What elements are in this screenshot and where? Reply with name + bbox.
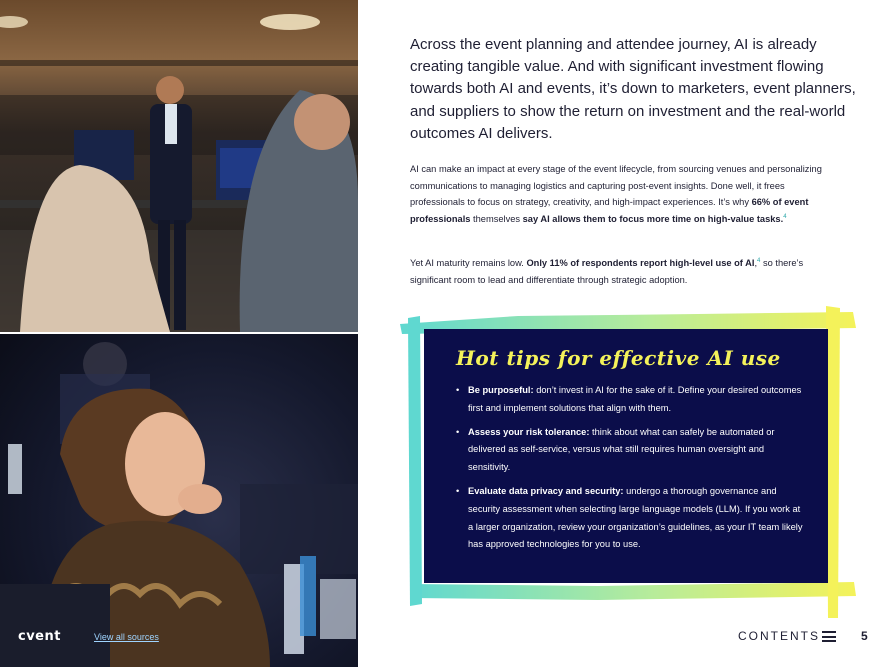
maturity-text-1: Yet AI maturity remains low. <box>410 258 527 268</box>
tip-item <box>456 382 808 418</box>
maturity-text-2: , <box>754 258 758 268</box>
page-number: 5 <box>861 629 868 643</box>
lead-paragraph: Across the event planning and attendee journey, AI is already creating tangible value. And with significant investment flowing towards both AI and events, it’s down to marketers, event planners, and suppliers to show the return on investment and the real-world outcomes AI delivers. <box>410 36 856 142</box>
tips-list <box>456 382 808 560</box>
tips-title: Hot tips for effective AI use <box>456 346 781 370</box>
tip-item <box>456 424 808 477</box>
maturity-bold-1: Only 11% of respondents report high-level use of AI <box>526 258 755 268</box>
tip-item <box>456 483 808 554</box>
maturity-text-3: so there’s significant room to lead and differentiate through strategic adoption. <box>410 258 804 285</box>
impact-paragraph <box>410 161 830 227</box>
tip-text: undergo a thorough governance and security assessment when selecting large language models (LLM). If you work at a larger organization, review your organization’s guidelines, as your IT team likely has approved technologies for you to use. <box>468 485 803 550</box>
footnote-ref[interactable]: 4 <box>783 213 787 220</box>
impact-text-2: themselves <box>470 213 523 224</box>
tip-text: don’t invest in AI for the sake of it. Define your desired outcomes first and implement solutions that align with them. <box>468 385 802 413</box>
cvent-logo: cvent <box>18 629 61 644</box>
maturity-paragraph <box>410 255 830 288</box>
attendee-photo <box>0 334 358 667</box>
tip-heading: Evaluate data privacy and security: <box>468 485 624 496</box>
presenter-photo <box>0 0 358 332</box>
footnote-ref[interactable]: 4 <box>757 257 761 264</box>
hamburger-menu-icon[interactable] <box>822 631 836 642</box>
tip-heading: Be purposeful: <box>468 385 534 395</box>
tip-heading: Assess your risk tolerance: <box>468 426 590 437</box>
impact-bold-2: say AI allows them to focus more time on high-value tasks. <box>522 213 784 224</box>
impact-text-1: AI can make an impact at every stage of the event lifecycle, from sourcing venues and personalizing communications to managing logistics and capturing post-event insights. Done well, it frees professionals to focus on strategy, creativity, and high-impact experiences. It’s why <box>410 164 822 207</box>
view-all-sources-link[interactable]: View all sources <box>94 632 159 642</box>
impact-bold-1: 66% of event professionals <box>410 197 809 224</box>
contents-link[interactable]: CONTENTS <box>738 629 820 643</box>
tip-text: think about what can safely be automated or delivered as self-service, versus what still requires human oversight and sensitivity. <box>468 426 775 473</box>
